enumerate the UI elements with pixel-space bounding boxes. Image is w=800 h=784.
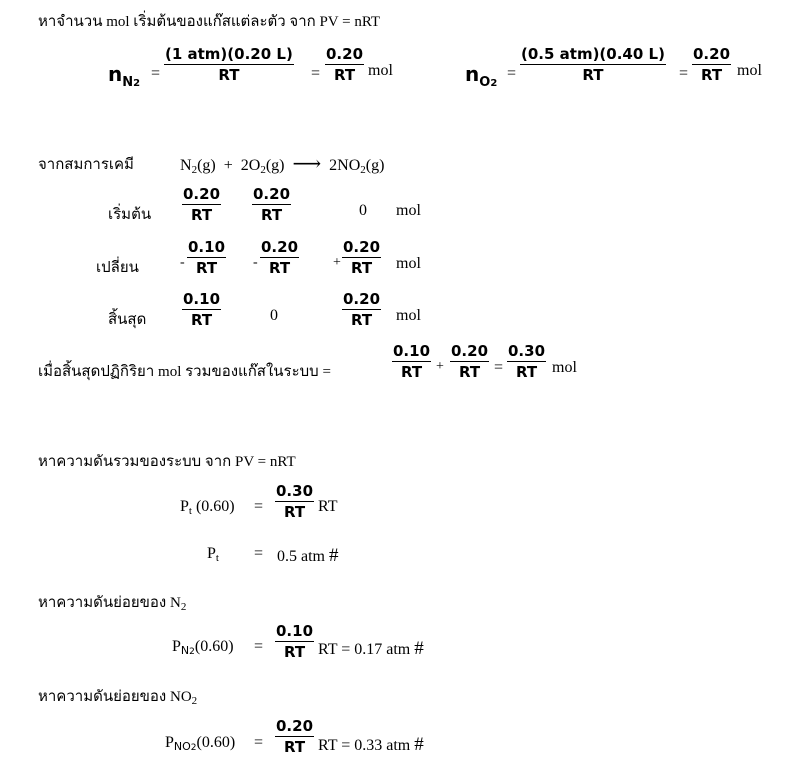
row-label-start: เริ่มต้น [108,207,152,223]
equals-sign: = [311,65,321,82]
unit-mol: mol [396,255,421,272]
intro-initial-moles: หาจำนวน mol เริ่มต้นของแก๊สแต่ละตัว จาก PV = nRT [38,14,381,30]
fraction-n2-formula: (1 atm)(0.20 L) RT [165,45,293,84]
fraction-n2-result: 0.20 RT [326,45,364,84]
start-n2: 0.20 RT [183,185,221,224]
equals-sign: = [254,734,264,751]
row-label-change: เปลี่ยน [96,260,139,276]
equals-sign: = [254,638,264,655]
total-frac-1: 0.10 RT [393,342,431,381]
hash-mark: # [329,545,339,566]
pno2-expression: $P_{NO2}(0.60)$ [165,734,236,753]
unit-mol: mol [737,62,762,79]
intro-partial-no2: หาความดันย่อยของ $NO_2$ [38,689,198,707]
hash-mark: # [414,734,424,755]
sign-minus: - [253,255,258,270]
total-frac-2: 0.20 RT [451,342,489,381]
pn2-expression: $P_{N2}(0.60)$ [172,638,234,657]
total-frac-3: 0.30 RT [508,342,546,381]
pt-fraction: 0.30 RT [276,482,314,521]
fraction-o2-result: 0.20 RT [693,45,731,84]
pn2-fraction: 0.10 RT [276,622,314,661]
equals-sign: = [507,65,517,82]
unit-mol: mol [396,202,421,219]
change-no2: 0.20 RT [343,238,381,277]
unit-mol: mol [552,359,577,376]
start-o2: 0.20 RT [253,185,291,224]
hash-mark: # [414,638,424,659]
reaction-equation: $N_2(g) + 2O_2(g)$ ⟶ $2NO_2(g)$ [180,153,385,176]
intro-partial-n2: หาความดันย่อยของ $N_2$ [38,595,187,613]
pno2-result: RT = 0.33 atm # [318,734,424,755]
equals-sign: = [254,545,264,562]
unit-mol: mol [396,307,421,324]
row-label-end: สิ้นสุด [108,312,147,328]
pn2-result: RT = 0.17 atm # [318,638,424,659]
intro-total-pressure: หาความดันรวมของระบบ จาก PV = nRT [38,454,296,470]
pt-value: 0.5 atm # [277,545,339,566]
fraction-o2-formula: (0.5 atm)(0.40 L) RT [521,45,665,84]
equals-sign: = [254,498,264,515]
equals-sign: = [151,65,161,82]
sign-plus: + [333,255,341,270]
pt-symbol: $P_t$ [207,545,219,564]
plus-sign: + [436,359,444,374]
end-o2: 0 [270,307,278,324]
pt-rt: RT [318,498,338,515]
start-no2: 0 [359,202,367,219]
reaction-label: จากสมการเคมี [38,157,134,173]
pno2-fraction: 0.20 RT [276,717,314,756]
end-n2: 0.10 RT [183,290,221,329]
reaction-arrow: ⟶ [292,153,322,175]
n-n2-symbol: $n_{N2}$ [108,62,141,90]
equals-sign: = [679,65,689,82]
total-moles-label: เมื่อสิ้นสุดปฏิกิริยา mol รวมของแก๊สในระบบ = [38,364,331,380]
n-o2-symbol: $n_{O2}$ [465,62,498,90]
equals-sign: = [494,359,504,376]
sign-minus: - [180,255,185,270]
pt-expression: $P_t$ (0.60) [180,498,235,517]
change-n2: 0.10 RT [188,238,226,277]
end-no2: 0.20 RT [343,290,381,329]
unit-mol: mol [368,62,393,79]
change-o2: 0.20 RT [261,238,299,277]
